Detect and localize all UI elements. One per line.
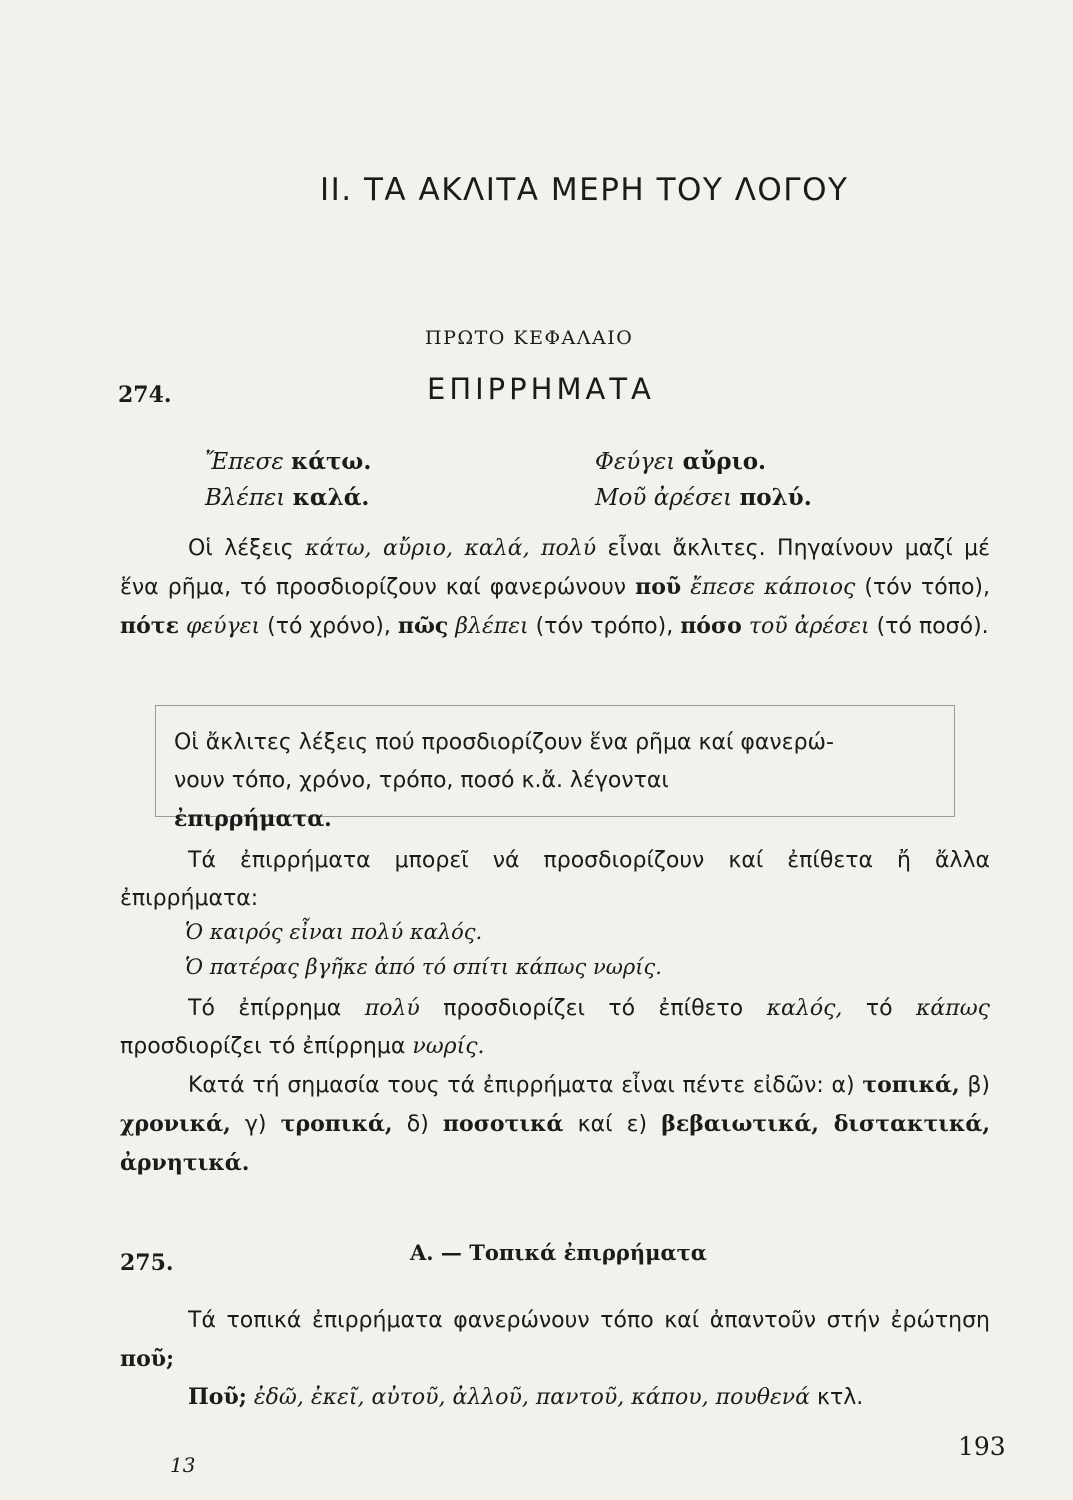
bold-text: τοπικά,: [862, 1072, 960, 1098]
bold-text: πόσο: [680, 613, 742, 639]
italic-text: κάτω, αὔριο, καλά, πολύ: [305, 536, 597, 561]
text: γ): [230, 1112, 281, 1137]
italic-text: πολύ: [364, 996, 420, 1021]
italic-text: ἐδῶ, ἐκεῖ, αὐτοῦ, ἀλλοῦ, παντοῦ, κάπου, πουθενά: [246, 1385, 810, 1410]
italic-text: τοῦ ἀρέσει: [741, 614, 870, 639]
rule-line-1: Οἱ ἄκλιτες λέξεις πού προσδιορίζουν ἕνα ρῆμα καί φανερώ-: [174, 730, 834, 755]
italic-text: ἔπεσε κάποιος: [681, 575, 856, 600]
text: τό: [842, 996, 916, 1021]
text: Κατά τή σημασία τους τά ἐπιρρήματα εἶναι πέντε εἰδῶν: α): [188, 1073, 863, 1098]
section-title: ΕΠΙΡΡΗΜΑΤΑ: [427, 372, 655, 406]
rule-line-2: [174, 762, 936, 838]
example-verb: Ἔπεσε: [205, 449, 284, 475]
example-adverb: αὔριο.: [682, 448, 767, 475]
text: Τά ἐπιρρήματα μπορεῖ νά προσδιορίζουν καί ἐπίθετα ἤ ἄλλα ἐπιρρήματα:: [120, 848, 990, 911]
text: προσδιορίζει τό ἐπίρρημα: [120, 1034, 413, 1059]
text: β): [959, 1073, 990, 1098]
paragraph-definition-intro: [120, 530, 990, 646]
italic-text: κάπως: [915, 996, 990, 1021]
example-adverb: κάτω.: [291, 448, 372, 475]
italic-text: φεύγει: [178, 614, 261, 639]
text: (τόν τρόπο),: [528, 614, 681, 639]
adverb-list-line: [120, 1378, 990, 1417]
text: Τά τοπικά ἐπιρρήματα φανερώνουν τόπο καί ἀπαντοῦν στήν ἐρώτηση: [188, 1308, 990, 1333]
bold-text: ποῦ;: [120, 1346, 175, 1372]
chapter-label: ΠΡΩΤΟ ΚΕΦΑΛΑΙΟ: [425, 327, 634, 349]
rule-term: ἐπιρρήματα.: [174, 806, 332, 832]
example-verb: Βλέπει: [205, 485, 286, 511]
bold-text: πότε: [120, 613, 179, 639]
italic-text: νωρίς.: [412, 1034, 485, 1059]
text: εἶναι ἄκλιτες. Πηγαίνουν μαζί μέ ἕνα ρῆμα, τό προσδιορίζουν καί φανερώνουν: [120, 536, 990, 600]
text: δ): [392, 1112, 443, 1137]
example-1: [205, 448, 371, 475]
example-adverb: πολύ.: [739, 484, 812, 511]
example-verb: Φεύγει: [595, 449, 676, 475]
rule-box: [155, 705, 955, 832]
text: προσδιορίζει τό ἐπίθετο: [419, 996, 767, 1021]
italic-text: βλέπει: [448, 614, 529, 639]
text: νουν τόπο, χρόνο, τρόπο, ποσό κ.ἄ. λέγονται: [174, 768, 669, 793]
example-verb: Μοῦ ἀρέσει: [595, 485, 733, 511]
example-2: [595, 448, 766, 475]
bold-text: βεβαιωτικά, διστακτικά, ἀρνητικά.: [120, 1111, 991, 1176]
paragraph-modifiers: [120, 842, 990, 918]
section-number-274: 274.: [118, 382, 172, 408]
example-line-2: Ὁ πατέρας βγῆκε ἀπό τό σπίτι κάπως νωρίς.: [185, 955, 662, 979]
bold-text: πῶς: [397, 613, 449, 639]
text: (τόν τόπο),: [855, 575, 991, 600]
text: Τό ἐπίρρημα: [188, 996, 365, 1021]
italic-text: καλός,: [766, 996, 843, 1021]
bold-text: Ποῦ;: [188, 1384, 247, 1410]
text: (τό ποσό).: [869, 614, 989, 639]
bold-text: χρονικά,: [120, 1111, 231, 1137]
text: (τό χρόνο),: [260, 614, 398, 639]
text: καί ε): [563, 1112, 662, 1137]
example-3: [205, 484, 369, 511]
text: Οἱ λέξεις: [188, 536, 306, 561]
bold-text: ποῦ: [635, 574, 682, 600]
paragraph-explanation: [120, 990, 990, 1066]
bold-text: τροπικά,: [280, 1111, 393, 1137]
example-line-1: Ὁ καιρός εἶναι πολύ καλός.: [185, 920, 483, 944]
subsection-title: Α. — Τοπικά ἐπιρρήματα: [410, 1240, 707, 1265]
paragraph-local-adverbs: [120, 1302, 990, 1379]
section-number-275: 275.: [120, 1250, 174, 1276]
example-adverb: καλά.: [292, 484, 370, 511]
example-4: [595, 484, 812, 511]
part-title: II. ΤΑ ΑΚΛΙΤΑ ΜΕΡΗ ΤΟΥ ΛΟΓΟΥ: [320, 172, 849, 208]
page-number: 193: [958, 1432, 1006, 1461]
signature-mark: 13: [170, 1453, 196, 1477]
paragraph-categories: [120, 1066, 990, 1183]
text: κτλ.: [810, 1385, 864, 1410]
bold-text: ποσοτικά: [442, 1111, 564, 1137]
